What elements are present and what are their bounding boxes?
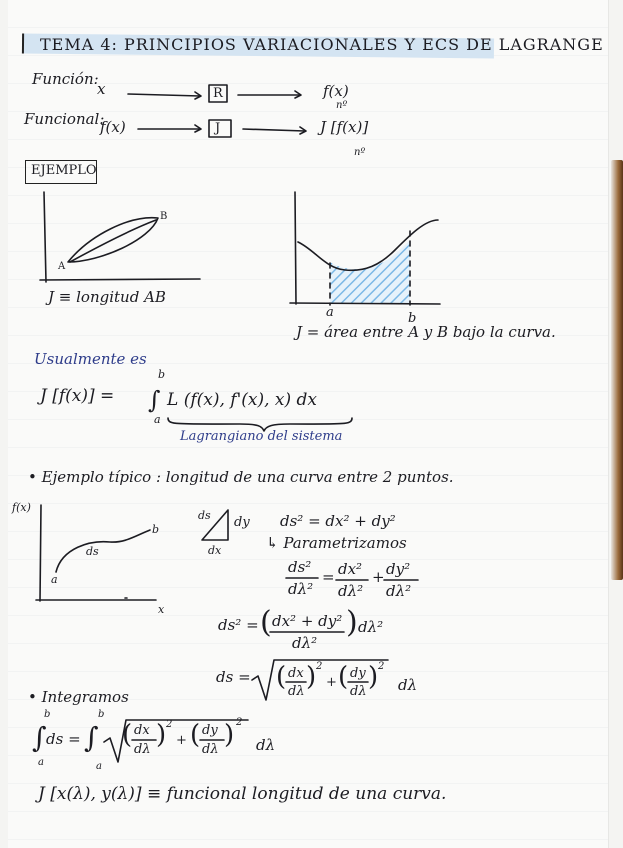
- triangle-hyp-label: ds: [198, 509, 211, 522]
- eq2-lhs-den: dλ²: [288, 580, 314, 598]
- funcional-label: Funcional:: [24, 110, 105, 128]
- usually-integral-lower: a: [154, 413, 161, 426]
- triangle-horiz-label: dx: [208, 544, 222, 557]
- graph2-tick-b: b: [408, 311, 417, 326]
- eq2-plus: +: [372, 568, 385, 586]
- eq2-b-den: dλ²: [386, 582, 412, 600]
- integramos-sqrt: [0, 0, 1, 1]
- integramos-lhs-body: ds =: [46, 730, 81, 748]
- eq2-equals: =: [322, 568, 335, 586]
- eq4-dl-1: dλ: [288, 684, 305, 699]
- integramos-rhs-lower: a: [96, 761, 102, 772]
- graph3-ylabel: f(x): [12, 501, 31, 514]
- usually-underbrace-label: Lagrangiano del sistema: [180, 429, 343, 444]
- notebook-edge: [611, 160, 623, 580]
- integramos-lhs-upper: b: [44, 709, 51, 720]
- usually-integral-upper: b: [158, 368, 166, 381]
- graph3-point-a: a: [51, 573, 58, 586]
- integramos-rhs-int: ∫: [84, 721, 99, 754]
- graph3-y-axis: [40, 505, 41, 601]
- integramos-sq-1: 2: [166, 719, 173, 730]
- eq3-paren-close: ): [346, 605, 358, 640]
- eq3-paren-open: (: [260, 605, 272, 640]
- usually-heading: Usualmente es: [34, 350, 147, 368]
- eq4-lhs: ds =: [216, 668, 251, 686]
- eq4-sq-2: 2: [378, 661, 385, 672]
- funcional-input: f(x): [100, 118, 126, 136]
- eq4-dl-2: dλ: [350, 684, 367, 699]
- eq4-sq-1: 2: [316, 661, 323, 672]
- funcion-box-label: R: [213, 86, 223, 101]
- integramos-heading: • Integramos: [28, 688, 129, 706]
- funcion-input: x: [97, 80, 106, 98]
- eq4-plus: +: [326, 675, 337, 690]
- eq4-rhs: dλ: [398, 676, 418, 694]
- eq2-a-num: dx²: [338, 560, 363, 578]
- example-label: EJEMPLO: [31, 163, 97, 178]
- integramos-plus: +: [176, 733, 187, 748]
- graph2-tick-a: a: [326, 305, 334, 320]
- graph2-x-axis: [290, 303, 440, 304]
- funcion-output: f(x): [323, 82, 349, 100]
- eq2-lhs-num: ds²: [288, 558, 312, 576]
- funcional-box-label: J: [215, 121, 221, 136]
- eq3-rhs: dλ²: [358, 618, 384, 636]
- graph1-caption: J ≡ longitud AB: [48, 288, 166, 306]
- integramos-dl-2: dλ: [202, 742, 219, 757]
- integramos-dy: dy: [202, 723, 218, 738]
- integramos-paren-2: (: [190, 720, 201, 750]
- triangle-vert-label: dy: [234, 515, 250, 530]
- graph3-xlabel: x: [158, 603, 165, 616]
- eq3-den: dλ²: [292, 634, 318, 652]
- eq2-a-den: dλ²: [338, 582, 364, 600]
- integramos-dl-1: dλ: [134, 742, 151, 757]
- graph2-caption: J = área entre A y B bajo la curva.: [296, 323, 556, 341]
- integramos-lhs-lower: a: [38, 757, 44, 768]
- usually-integral-sign: ∫: [148, 386, 161, 414]
- integramos-paren-1-close: ): [156, 720, 167, 750]
- graph3-segment-label: ds: [86, 545, 99, 558]
- graph1-x-axis: [40, 279, 200, 280]
- eq4-paren-1: (: [276, 662, 287, 692]
- integramos-rhs-upper: b: [98, 709, 105, 720]
- eq3-lhs: ds² =: [218, 616, 259, 634]
- eq4-dx: dx: [288, 666, 304, 681]
- usually-integrand: L (f(x), f'(x), x) dx: [167, 390, 317, 410]
- integramos-paren-2-close: ): [224, 720, 235, 750]
- integramos-lhs-int: ∫: [32, 721, 47, 754]
- graph1-point-b: B: [160, 211, 168, 222]
- eq4-paren-2: (: [338, 662, 349, 692]
- eq3-num: dx² + dy²: [272, 612, 343, 630]
- final-statement: J [x(λ), y(λ)] ≡ funcional longitud de una curva.: [38, 784, 447, 804]
- eq4-dy: dy: [350, 666, 366, 681]
- eq4-paren-1-close: ): [306, 662, 317, 692]
- graph1-point-a: A: [58, 261, 66, 272]
- eq1: ds² = dx² + dy²: [280, 512, 396, 530]
- eq2-b-num: dy²: [386, 560, 411, 578]
- funcion-note: nº: [336, 100, 348, 111]
- integramos-paren-1: (: [122, 720, 133, 750]
- typical-heading: • Ejemplo típico : longitud de una curva entre 2 puntos.: [28, 468, 454, 486]
- graph2-y-axis: [295, 192, 296, 304]
- graph3-point-b: b: [152, 523, 160, 536]
- funcion-label: Función:: [32, 70, 99, 88]
- eq4-paren-2-close: ): [368, 662, 379, 692]
- integramos-rhs-dl: dλ: [256, 736, 276, 754]
- integramos-dx: dx: [134, 723, 150, 738]
- param-note: ↳ Parametrizamos: [266, 534, 407, 552]
- integramos-sq-2: 2: [236, 717, 243, 728]
- funcional-note: nº: [354, 147, 366, 158]
- usually-lhs: J [f(x)] =: [40, 386, 115, 406]
- page-title: TEMA 4: PRINCIPIOS VARIACIONALES Y ECS DE LAGRANGE: [40, 35, 604, 54]
- funcional-output: J [f(x)]: [320, 118, 369, 136]
